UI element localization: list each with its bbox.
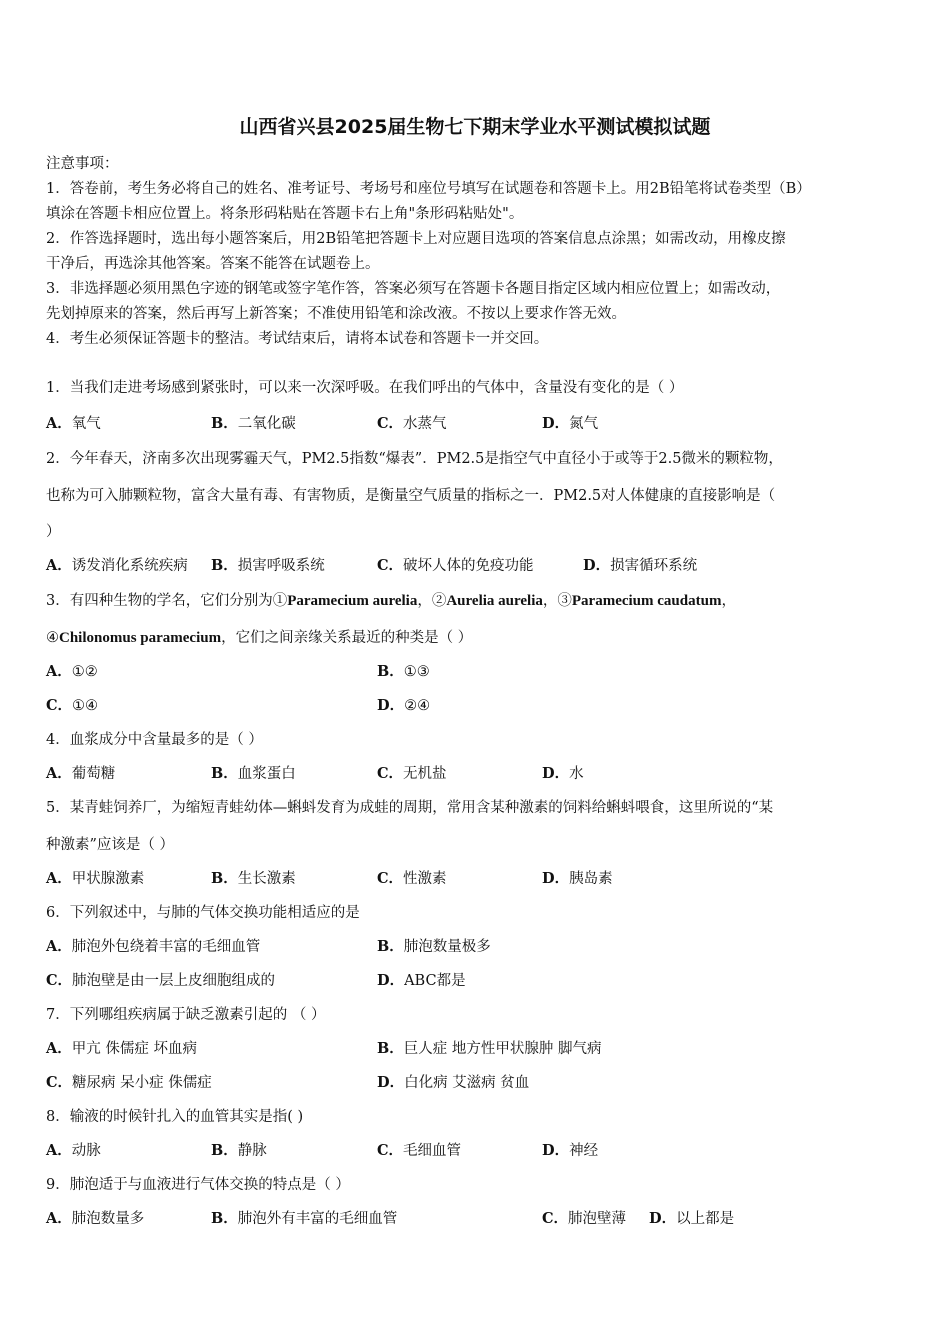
q6-option-a: A．肺泡外包绕着丰富的毛细血管 (46, 938, 261, 955)
q4-option-c: C．无机盐 (377, 765, 447, 782)
q2-option-b: B．损害呼吸系统 (211, 557, 325, 574)
q5-option-d: D．胰岛素 (542, 870, 613, 887)
question-3-stem: 3．有四种生物的学名，它们分别为①Paramecium aurelia，②Aurelia aurelia，③Paramecium caudatum， (46, 593, 736, 609)
question-2-stem: 也称为可入肺颗粒物，富含大量有毒、有害物质，是衡量空气质量的指标之一．PM2.5对人体健康的直接影响是（ (46, 488, 776, 504)
q4-option-d: D．水 (542, 765, 584, 782)
notice-line: 2．作答选择题时，选出每小题答案后，用2B铅笔把答题卡上对应题目选项的答案信息点涂黑；如需改动，用橡皮擦 (46, 231, 786, 247)
q7-option-d: D．白化病 艾滋病 贫血 (377, 1074, 530, 1091)
q9-option-d: D．以上都是 (649, 1210, 735, 1227)
q4-option-a: A．葡萄糖 (46, 765, 116, 782)
q1-option-d: D．氮气 (542, 415, 599, 432)
q5-option-a: A．甲状腺激素 (46, 870, 145, 887)
q4-option-b: B．血浆蛋白 (211, 765, 296, 782)
q3-option-b: B．①③ (377, 663, 430, 680)
question-4-stem: 4．血浆成分中含量最多的是（ ） (46, 732, 263, 748)
question-2-stem: 2．今年春天，济南多次出现雾霾天气，PM2.5指数“爆表”．PM2.5是指空气中直径小于或等于2.5微米的颗粒物， (46, 451, 783, 467)
q1-option-a: A．氧气 (46, 415, 101, 432)
question-6-stem: 6．下列叙述中，与肺的气体交换功能相适应的是 (46, 905, 360, 921)
question-5-stem: 种激素”应该是（ ） (46, 837, 175, 853)
q8-option-b: B．静脉 (211, 1142, 267, 1159)
question-7-stem: 7．下列哪组疾病属于缺乏激素引起的 （ ） (46, 1007, 326, 1023)
notice-line: 填涂在答题卡相应位置上。将条形码粘贴在答题卡右上角"条形码粘贴处"。 (46, 206, 524, 222)
question-8-stem: 8．输液的时候针扎入的血管其实是指( ) (46, 1109, 304, 1125)
q5-option-c: C．性激素 (377, 870, 447, 887)
q7-option-c: C．糖尿病 呆小症 侏儒症 (46, 1074, 212, 1091)
q9-option-c: C．肺泡壁薄 (542, 1210, 627, 1227)
q8-option-d: D．神经 (542, 1142, 599, 1159)
q9-option-b: B．肺泡外有丰富的毛细血管 (211, 1210, 398, 1227)
question-5-stem: 5．某青蛙饲养厂，为缩短青蛙幼体—蝌蚪发育为成蛙的周期，常用含某种激素的饲料给蝌蚪喂食，这里所说的“某 (46, 800, 774, 816)
q3-option-a: A．①② (46, 663, 98, 680)
notice-line: 3．非选择题必须用黑色字迹的钢笔或签字笔作答，答案必须写在答题卡各题目指定区域内相应位置上；如需改动， (46, 281, 781, 297)
q8-option-c: C．毛细血管 (377, 1142, 462, 1159)
q7-option-a: A．甲亢 侏儒症 坏血病 (46, 1040, 197, 1057)
q2-option-d: D．损害循环系统 (583, 557, 698, 574)
question-1-stem: 1．当我们走进考场感到紧张时，可以来一次深呼吸。在我们呼出的气体中，含量没有变化的是（ ） (46, 380, 684, 396)
notice-line: 先划掉原来的答案，然后再写上新答案；不准使用铅笔和涂改液。不按以上要求作答无效。 (46, 306, 626, 322)
q7-option-b: B．巨人症 地方性甲状腺肿 脚气病 (377, 1040, 602, 1057)
notice-line: 干净后，再选涂其他答案。答案不能答在试题卷上。 (46, 256, 380, 272)
q1-option-b: B．二氧化碳 (211, 415, 296, 432)
question-9-stem: 9．肺泡适于与血液进行气体交换的特点是（ ） (46, 1177, 350, 1193)
question-3-stem: ④Chilonomus paramecium，它们之间亲缘关系最近的种类是（ ） (46, 630, 473, 646)
question-2-stem: ） (46, 524, 61, 540)
notice-heading: 注意事项： (46, 156, 119, 172)
q8-option-a: A．动脉 (46, 1142, 101, 1159)
q6-option-b: B．肺泡数量极多 (377, 938, 491, 955)
page-title: 山西省兴县2025届生物七下期末学业水平测试模拟试题 (239, 116, 711, 138)
notice-line: 4．考生必须保证答题卡的整洁。考试结束后，请将本试卷和答题卡一并交回。 (46, 331, 549, 347)
q2-option-a: A．诱发消化系统疾病 (46, 557, 188, 574)
notice-line: 1．答卷前，考生务必将自己的姓名、准考证号、考场号和座位号填写在试题卷和答题卡上。用2B铅笔将试卷类型（B） (46, 181, 811, 197)
q6-option-c: C．肺泡壁是由一层上皮细胞组成的 (46, 972, 276, 989)
q3-option-d: D．②④ (377, 697, 431, 714)
q3-option-c: C．①④ (46, 697, 99, 714)
q1-option-c: C．水蒸气 (377, 415, 447, 432)
q9-option-a: A．肺泡数量多 (46, 1210, 145, 1227)
q5-option-b: B．生长激素 (211, 870, 296, 887)
q2-option-c: C．破坏人体的免疫功能 (377, 557, 534, 574)
q6-option-d: D．ABC都是 (377, 972, 466, 989)
